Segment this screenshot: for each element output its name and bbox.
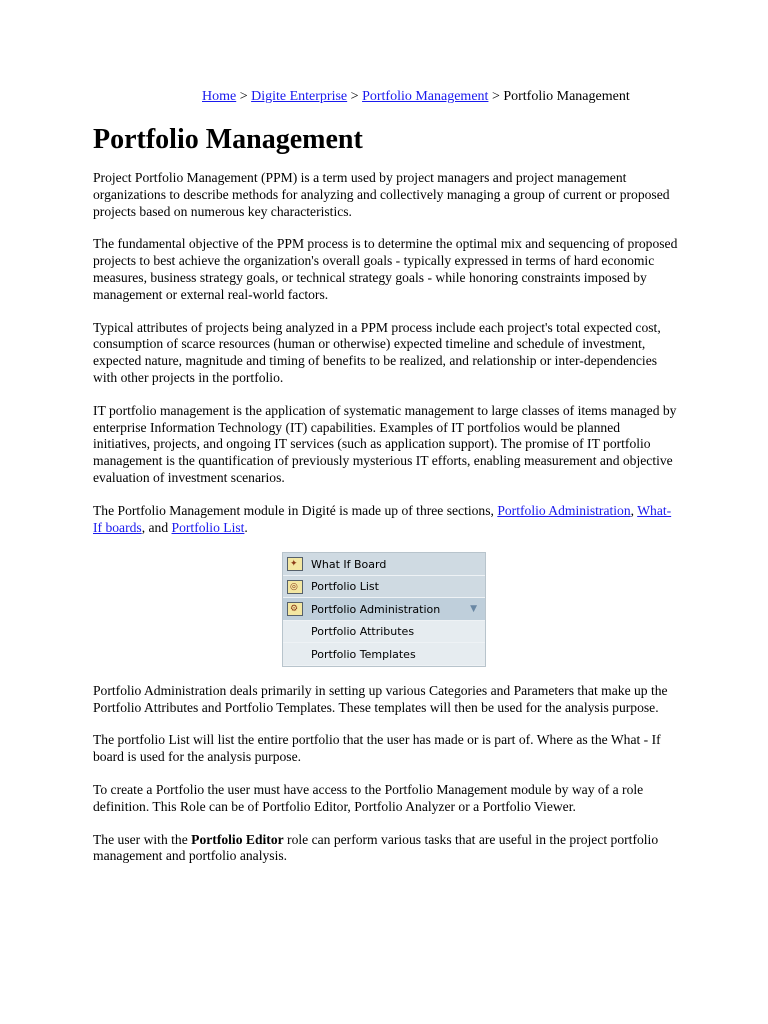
menu-item-what-if-board[interactable] <box>283 553 485 576</box>
menu-screenshot <box>89 552 679 667</box>
paragraph-module-sections <box>93 503 679 537</box>
paragraph-portfolio-editor <box>93 832 679 866</box>
breadcrumb-separator: > <box>236 89 252 104</box>
menu-subitem-portfolio-templates[interactable] <box>283 643 485 666</box>
breadcrumb <box>202 88 722 106</box>
text-span: The Portfolio Management module in Digité is made up of three sections, <box>93 502 498 518</box>
main-content <box>93 122 679 881</box>
paragraph-ppm-objective: The fundamental objective of the PPM process is to determine the optimal mix and sequencing of proposed projects to best achieve the organization's overall goals - typically expressed in terms of hard economic measures, business strategy goals, or technical strategy goals - while honoring constraints imposed by management or external real-world factors. <box>93 236 678 302</box>
menu-item-label: Portfolio Attributes <box>311 625 415 639</box>
chevron-down-icon[interactable]: ▼ <box>470 604 477 615</box>
text-span: role can perform various tasks that are useful in the project portfolio management and portfolio analysis. <box>93 831 659 864</box>
text-span: The user with the <box>93 831 192 847</box>
portfolio-editor-bold: Portfolio Editor <box>191 831 284 847</box>
breadcrumb-current: Portfolio Management <box>503 89 630 104</box>
whatif-board-icon: ✦ <box>287 557 303 571</box>
text-span: , <box>630 502 638 518</box>
breadcrumb-portfolio-link[interactable]: Portfolio Management <box>362 89 489 104</box>
text-span: , and <box>141 519 172 535</box>
breadcrumb-separator: > <box>347 89 363 104</box>
portfolio-menu <box>282 552 486 667</box>
menu-item-label: Portfolio Administration <box>311 602 441 616</box>
portfolio-administration-link[interactable]: Portfolio Administration <box>497 502 631 518</box>
breadcrumb-separator: > <box>488 89 504 104</box>
paragraph-it-portfolio: IT portfolio management is the application of systematic management to large classes of items managed by enterprise Information Technology (IT) capabilities. Examples of IT portfolios would be planned initiatives, projects, and ongoing IT services (such as application support). The promise of IT portfolio management is the quantification of previously mysterious IT efforts, enabling measurement and objective evaluation of investment scenarios. <box>93 402 677 485</box>
menu-item-label: Portfolio Templates <box>311 647 416 661</box>
menu-subitem-portfolio-attributes[interactable] <box>283 621 485 644</box>
paragraph-create-portfolio: To create a Portfolio the user must have access to the Portfolio Management module by way of a role definition. This Role can be of Portfolio Editor, Portfolio Analyzer or a Portfolio Viewer. <box>93 782 644 814</box>
menu-item-portfolio-list[interactable] <box>283 576 485 599</box>
breadcrumb-enterprise-link[interactable]: Digite Enterprise <box>251 89 348 104</box>
page-title: Portfolio Management <box>93 124 363 155</box>
menu-item-label: Portfolio List <box>311 580 379 594</box>
menu-item-label: What If Board <box>311 557 387 571</box>
paragraph-portfolio-list: The portfolio List will list the entire portfolio that the user has made or is part of. Where as the What - If board is used for the analysis purpose. <box>93 732 661 765</box>
menu-item-portfolio-administration[interactable] <box>283 598 485 621</box>
text-span: . <box>244 519 248 535</box>
paragraph-ppm-attributes: Typical attributes of projects being analyzed in a PPM process include each project's total expected cost, consumption of scarce resources (human or otherwise) expected timeline and schedule of investment, expected nature, magnitude and timing of benefits to be realized, and relationship or inter-dependencies with other projects in the portfolio. <box>93 319 661 385</box>
paragraph-portfolio-administration: Portfolio Administration deals primarily in setting up various Categories and Parameters that make up the Portfolio Attributes and Portfolio Templates. These templates will then be used for the analysis purpose. <box>93 682 668 715</box>
portfolio-list-link[interactable]: Portfolio List <box>171 519 245 535</box>
portfolio-admin-icon: ⚙ <box>287 602 303 616</box>
paragraph-ppm-definition: Project Portfolio Management (PPM) is a term used by project managers and project management organizations to describe methods for analyzing and collectively managing a group of current or proposed projects based on numerous key characteristics. <box>93 170 670 219</box>
what-if-boards-link[interactable]: What-If boards <box>93 502 672 535</box>
breadcrumb-home-link[interactable]: Home <box>202 89 237 104</box>
portfolio-list-icon: ◎ <box>287 580 303 594</box>
